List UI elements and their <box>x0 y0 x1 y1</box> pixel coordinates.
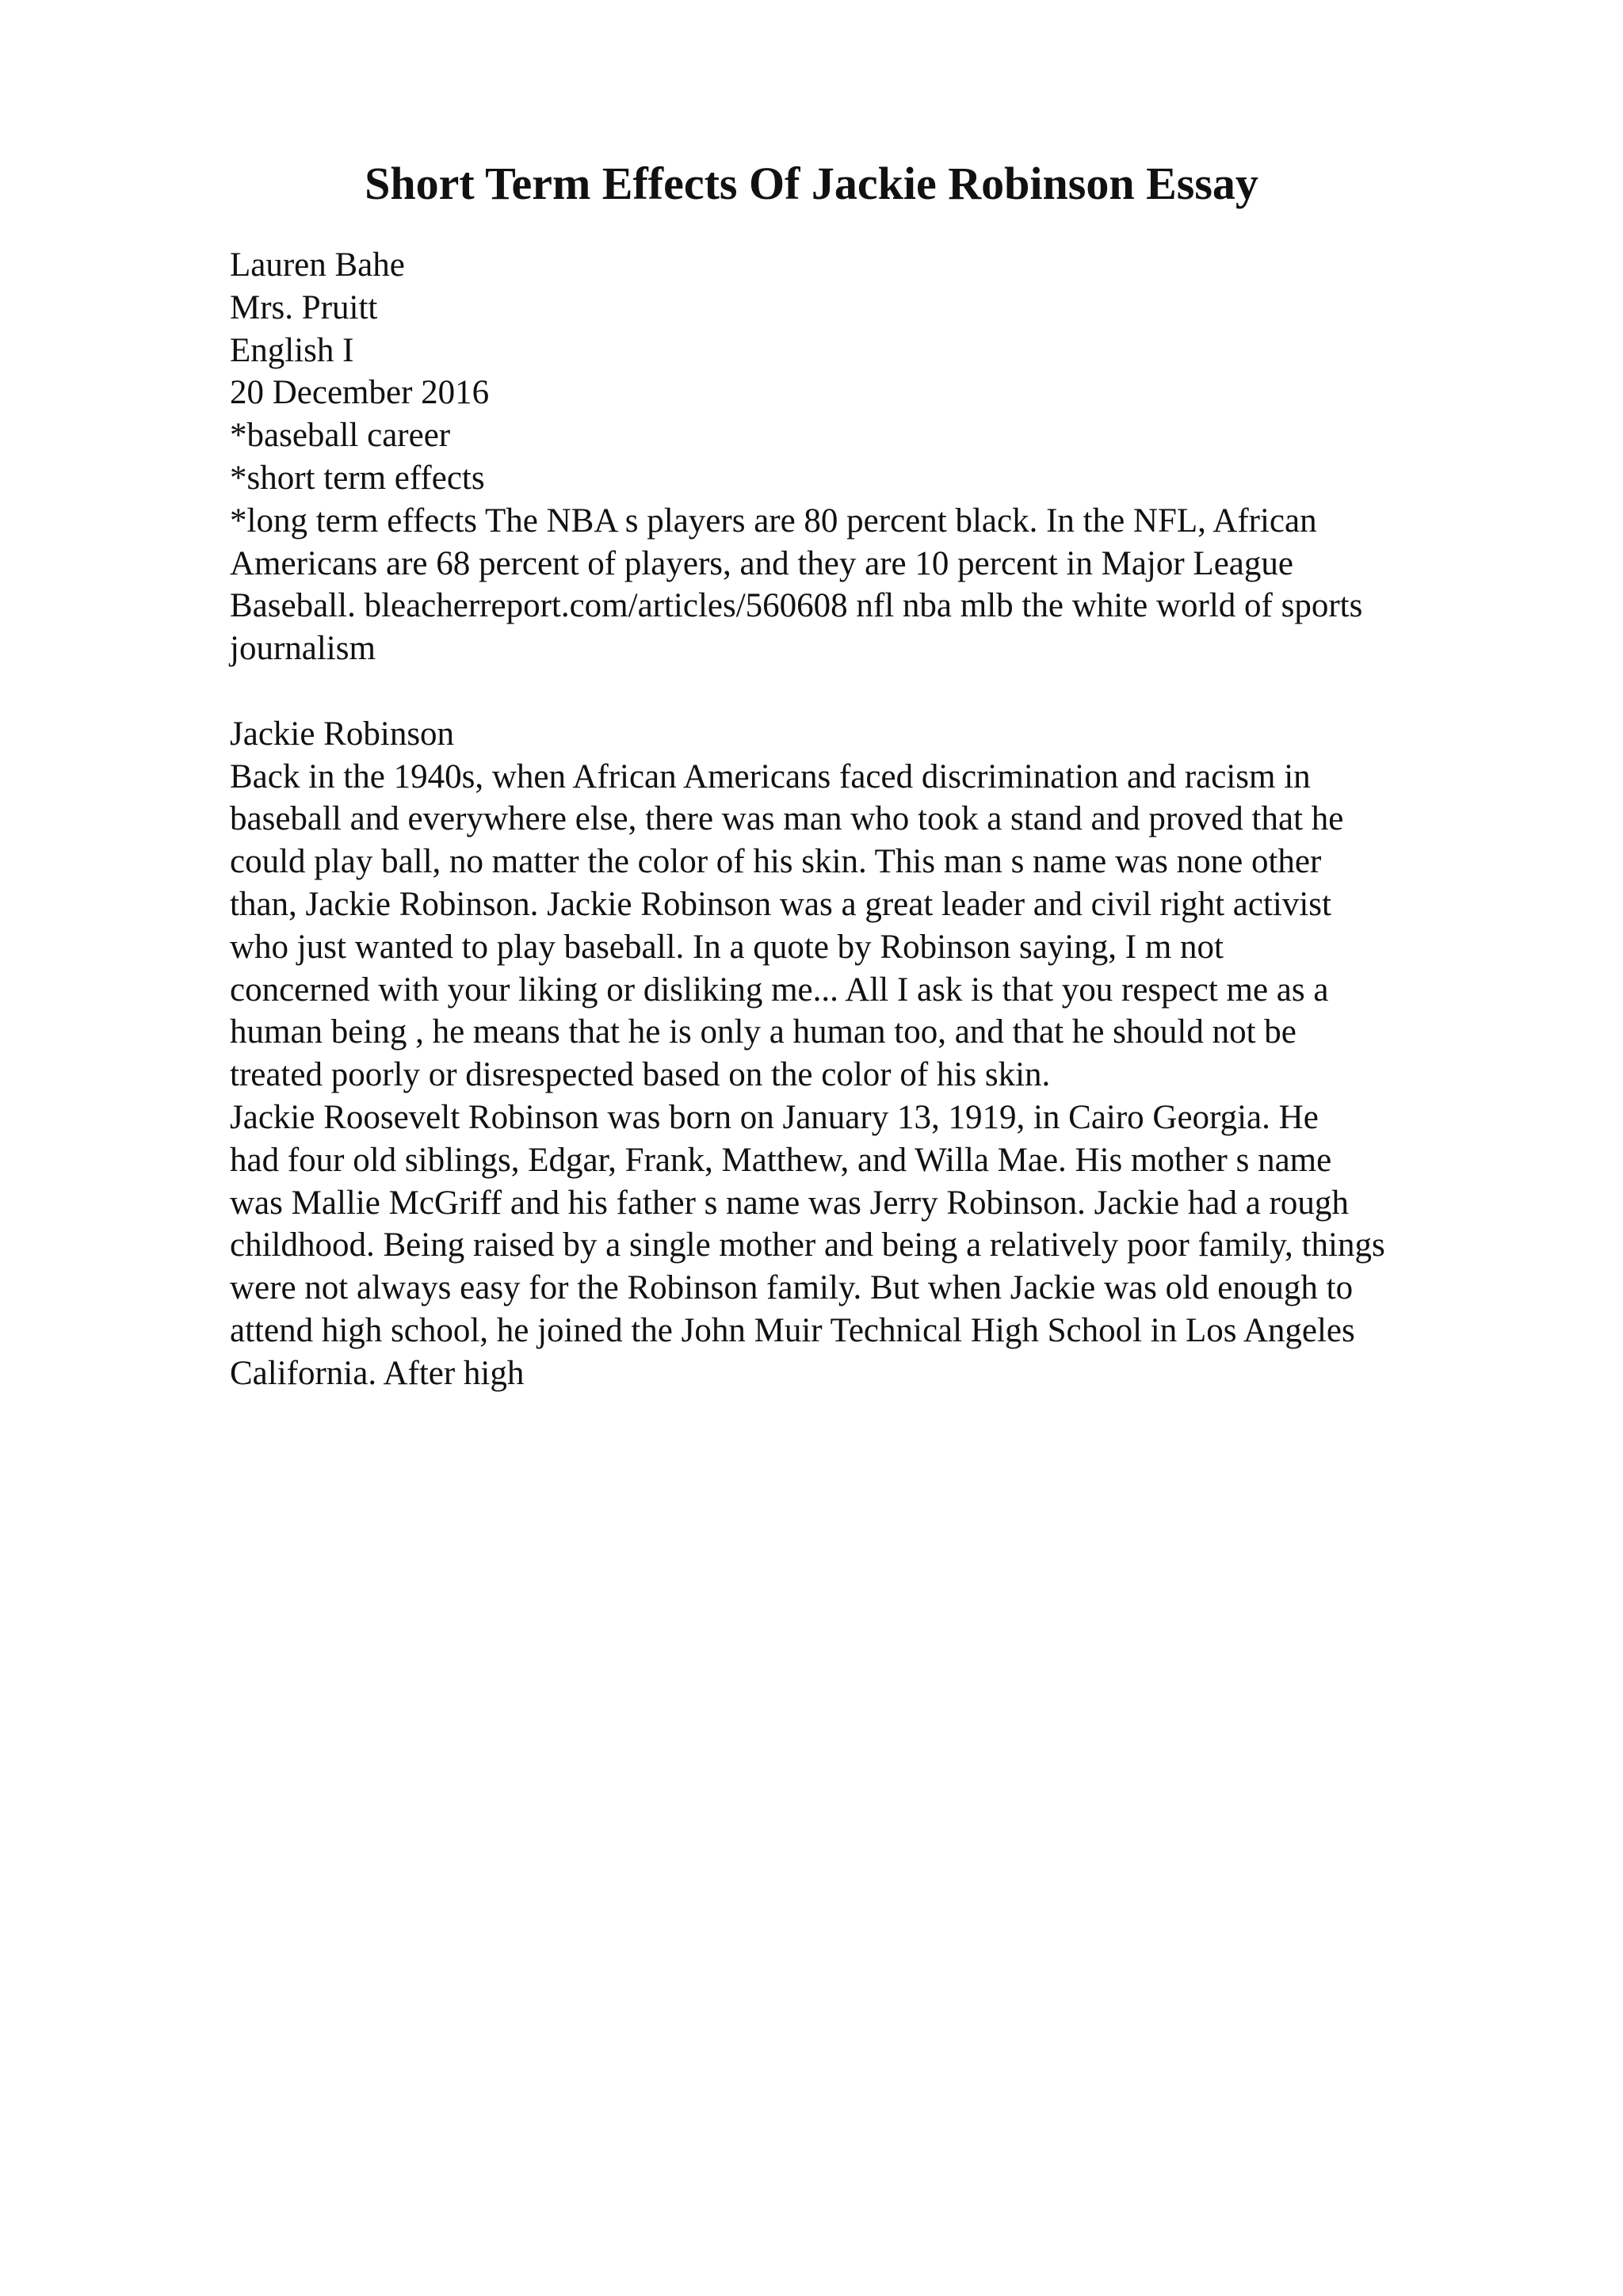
paragraph-line: than, Jackie Robinson. Jackie Robinson was a great leader and civil right activist <box>230 885 1331 923</box>
paragraph-line: childhood. Being raised by a single mother and being a relatively poor family, things <box>230 1226 1385 1264</box>
paragraph-line: Jackie Roosevelt Robinson was born on January 13, 1919, in Cairo Georgia. He <box>230 1098 1319 1136</box>
document-body <box>230 244 1498 1395</box>
note-line: Americans are 68 percent of players, and they are 10 percent in Major League <box>230 544 1293 582</box>
author-name: Lauren Bahe <box>230 246 405 284</box>
paragraph-line: who just wanted to play baseball. In a quote by Robinson saying, I m not <box>230 928 1224 966</box>
note-line: Baseball. bleacherreport.com/articles/560608 nfl nba mlb the white world of sports <box>230 587 1363 625</box>
paragraph-line: had four old siblings, Edgar, Frank, Matthew, and Willa Mae. His mother s name <box>230 1141 1332 1179</box>
course-name: English I <box>230 331 354 369</box>
section-heading: Jackie Robinson <box>230 715 455 753</box>
paragraph-line: could play ball, no matter the color of his skin. This man s name was none other <box>230 843 1322 881</box>
outline-item: *baseball career <box>230 417 451 455</box>
paragraph-1 <box>230 756 1498 1097</box>
blank-line <box>230 670 1498 713</box>
paragraph-line: were not always easy for the Robinson family. But when Jackie was old enough to <box>230 1269 1354 1307</box>
paragraph-line: human being , he means that he is only a human too, and that he should not be <box>230 1013 1296 1051</box>
paragraph-line: treated poorly or disrespected based on the color of his skin. <box>230 1056 1051 1094</box>
paragraph-line: concerned with your liking or disliking me... All I ask is that you respect me as a <box>230 971 1329 1009</box>
header-block <box>230 244 1498 670</box>
outline-item: *short term effects <box>230 459 485 497</box>
document-date: 20 December 2016 <box>230 374 490 412</box>
paragraph-2 <box>230 1097 1498 1395</box>
paragraph-line: was Mallie McGriff and his father s name was Jerry Robinson. Jackie had a rough <box>230 1184 1349 1222</box>
document-title: Short Term Effects Of Jackie Robinson Essay <box>365 158 1258 209</box>
outline-item: *long term effects The NBA s players are 80 percent black. In the NFL, African <box>230 502 1317 540</box>
teacher-name: Mrs. Pruitt <box>230 288 378 326</box>
paragraph-line: California. After high <box>230 1354 525 1392</box>
note-line: journalism <box>230 630 376 668</box>
paragraph-line: Back in the 1940s, when African Americans faced discrimination and racism in <box>230 757 1311 795</box>
paragraph-line: baseball and everywhere else, there was man who took a stand and proved that he <box>230 800 1344 838</box>
paragraph-line: attend high school, he joined the John Muir Technical High School in Los Angeles <box>230 1311 1355 1349</box>
